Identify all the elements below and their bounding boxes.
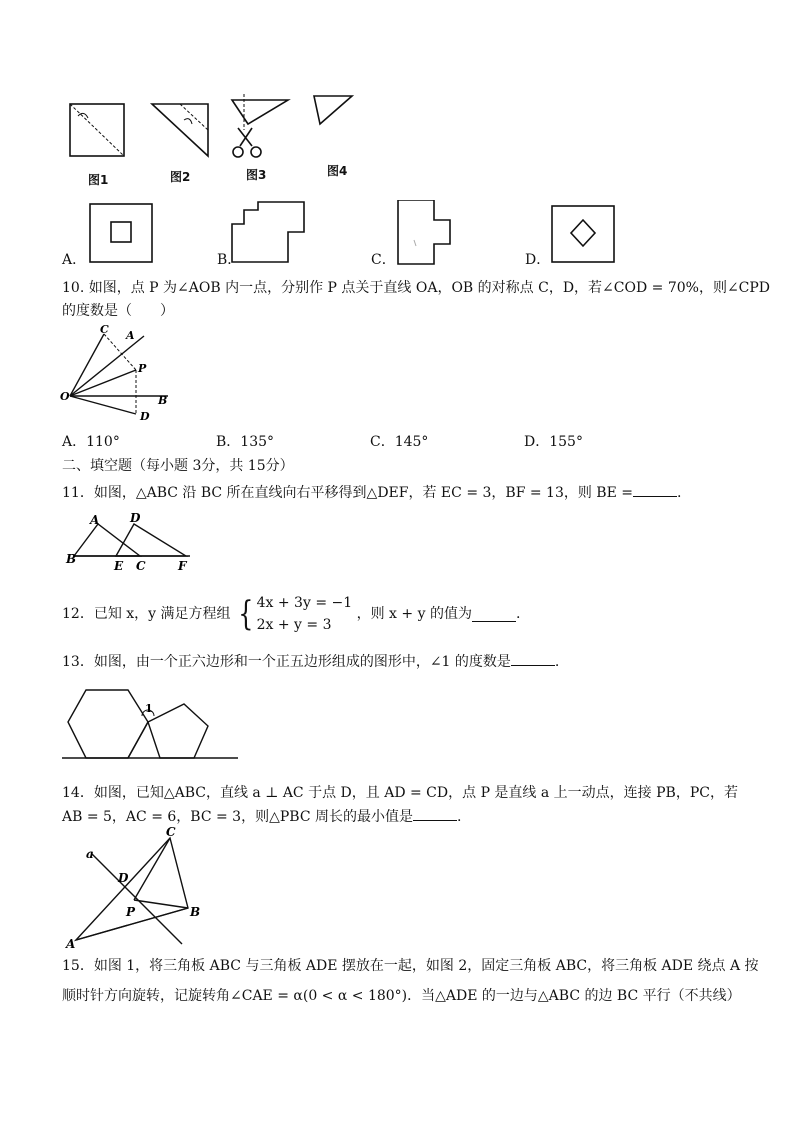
q13-label-1: 1: [145, 702, 153, 715]
q10-label-d: D: [140, 410, 150, 422]
q9-option-b[interactable]: B．: [217, 252, 242, 268]
q14-label-a: A: [66, 937, 76, 950]
q11-figure: [62, 508, 202, 574]
q13-figure: [62, 682, 242, 768]
q13-answer-blank[interactable]: [511, 651, 555, 666]
q12-equation-2: 2x + y = 3: [256, 617, 332, 633]
q10-option-a[interactable]: A．110°: [62, 434, 120, 450]
q11-label-e: E: [114, 559, 124, 573]
q14-answer-blank[interactable]: [413, 806, 457, 821]
q15-text-line2: 顺时针方向旋转，记旋转角∠CAE = α(0 < α < 180°)．当△ADE 的一边与△ABC 的边 BC 平行（不共线）: [62, 988, 741, 1004]
q11-label-b: B: [66, 552, 77, 566]
q14-text-line1: 14．如图，已知△ABC，直线 a ⊥ AC 于点 D，且 AD = CD，点 P 是直线 a 上一动点，连接 PB，PC，若: [62, 785, 738, 801]
q10-label-a: A: [126, 329, 135, 342]
q9-fig4-label: 图4: [327, 164, 348, 178]
q14-label-b: B: [190, 905, 201, 919]
q14-label-a-line: a: [86, 847, 94, 861]
q9-option-b-figure: [232, 202, 304, 262]
q14-text-line2: AB = 5，AC = 6，BC = 3，则△PBC 周长的最小值是 .: [62, 806, 461, 827]
q11-label-c: C: [136, 559, 146, 573]
q9-fig4: [314, 96, 352, 124]
q9-option-a[interactable]: A．: [62, 252, 87, 268]
q9-option-c-figure: [398, 200, 450, 264]
q12-equation-system: { 4x + 3y = −1 2x + y = 3: [238, 594, 353, 634]
q10-text-line2: 的度数是（ ）: [62, 303, 174, 319]
q14-label-c: C: [166, 826, 176, 839]
q10-label-c: C: [100, 323, 109, 336]
q9-option-d[interactable]: D．: [525, 252, 551, 268]
q10-label-p: P: [138, 362, 147, 375]
q9-fig1-label: 图1: [88, 173, 109, 187]
q12-answer-blank[interactable]: [472, 607, 516, 622]
q9-fig2: [152, 104, 208, 156]
q12-text: 12．已知 x，y 满足方程组 { 4x + 3y = −1 2x + y = 3 ，则 x + y 的值为 .: [62, 594, 521, 634]
q10-option-d[interactable]: D．155°: [524, 434, 583, 450]
q10-label-o: O: [60, 390, 70, 403]
q14-label-d: D: [118, 871, 129, 885]
q11-label-a: A: [90, 513, 100, 527]
q9-fig2-label: 图2: [170, 170, 191, 184]
q11-answer-blank[interactable]: [633, 482, 677, 497]
q9-option-c[interactable]: C．: [371, 252, 396, 268]
q11-label-f: F: [178, 559, 187, 573]
q9-fig3-label: 图3: [246, 168, 267, 182]
q10-text-line1: 10. 如图，点 P 为∠AOB 内一点，分别作 P 点关于直线 OA，OB 的对称点 C，D，若∠COD = 70%，则∠CPD: [62, 280, 771, 296]
q15-text-line1: 15．如图 1，将三角板 ABC 与三角板 ADE 摆放在一起，如图 2，固定三角板 ABC，将三角板 ADE 绕点 A 按: [62, 958, 759, 974]
q12-equation-1: 4x + 3y = −1: [256, 595, 353, 611]
q10-figure: [60, 322, 180, 422]
q10-option-c[interactable]: C．145°: [370, 434, 429, 450]
q10-label-b: B: [158, 394, 168, 407]
q14-label-p: P: [126, 905, 136, 919]
q9-option-a-figure: [90, 204, 152, 262]
q13-text: 13．如图，由一个正六边形和一个正五边形组成的图形中，∠1 的度数是 .: [62, 651, 559, 672]
q9-option-d-figure: [552, 206, 614, 262]
q14-figure: [62, 826, 212, 950]
q9-fig3: [232, 94, 288, 157]
q9-fig1: [70, 104, 124, 156]
q11-label-d: D: [130, 511, 141, 525]
q11-text: 11．如图，△ABC 沿 BC 所在直线向右平移得到△DEF，若 EC = 3，BF = 13，则 BE = .: [62, 482, 681, 503]
q9-option-figures: [80, 200, 640, 270]
q10-option-b[interactable]: B．135°: [216, 434, 275, 450]
section-2-title: 二、填空题（每小题 3分，共 15分）: [62, 458, 294, 474]
